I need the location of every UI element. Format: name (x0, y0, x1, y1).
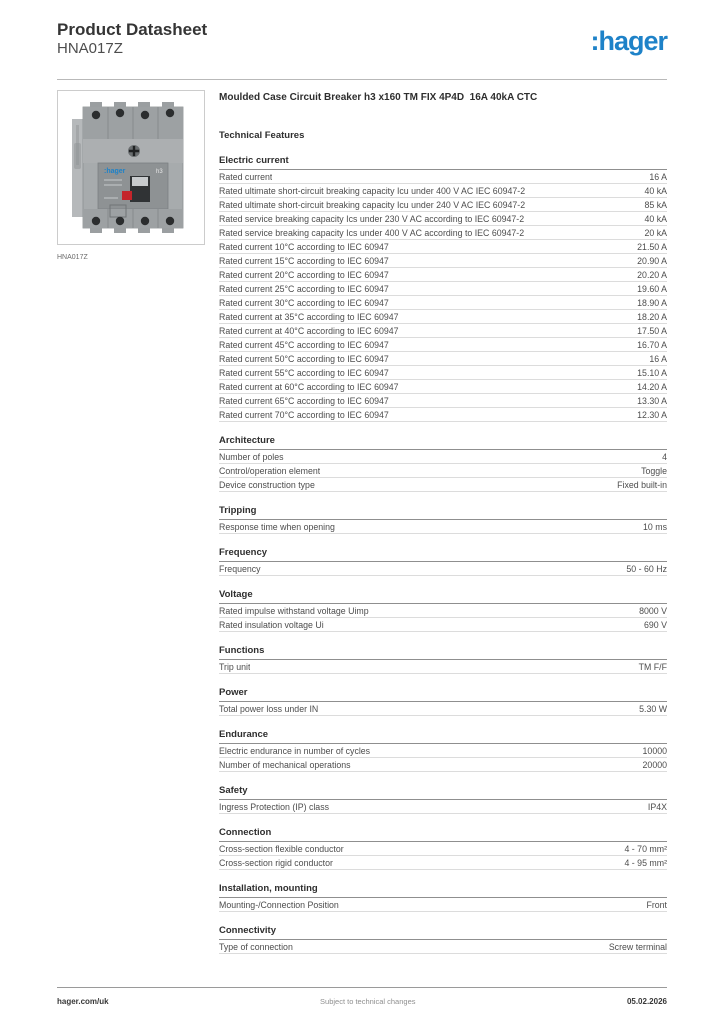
spec-section (219, 925, 667, 954)
spec-label: Rated current 15°C according to IEC 60947 (219, 255, 389, 266)
spec-row (219, 562, 667, 576)
spec-row (219, 170, 667, 184)
spec-section (219, 589, 667, 632)
spec-label: Number of poles (219, 451, 284, 462)
spec-section (219, 435, 667, 492)
spec-label: Rated current 30°C according to IEC 60947 (219, 297, 389, 308)
spec-row (219, 310, 667, 324)
section-title: Architecture (219, 435, 667, 450)
spec-label: Ingress Protection (IP) class (219, 801, 329, 812)
spec-label: Rated current 70°C according to IEC 60947 (219, 409, 389, 420)
spec-row (219, 660, 667, 674)
spec-label: Rated current 55°C according to IEC 60947 (219, 367, 389, 378)
svg-text:h3: h3 (156, 169, 163, 175)
circuit-breaker-image (70, 99, 192, 236)
spec-label: Rated current 10°C according to IEC 60947 (219, 241, 389, 252)
spec-label: Rated current 20°C according to IEC 60947 (219, 269, 389, 280)
spec-section (219, 155, 667, 422)
spec-value: 13.30 A (637, 395, 667, 406)
spec-section (219, 645, 667, 674)
spec-row (219, 604, 667, 618)
spec-value: 20 kA (644, 227, 667, 238)
spec-value: Toggle (641, 465, 667, 476)
spec-label: Rated impulse withstand voltage Uimp (219, 605, 369, 616)
section-title: Installation, mounting (219, 883, 667, 898)
spec-row (219, 240, 667, 254)
section-title: Endurance (219, 729, 667, 744)
spec-value: 16 A (649, 353, 667, 364)
spec-value: 690 V (644, 619, 667, 630)
spec-section (219, 785, 667, 814)
spec-value: IP4X (647, 801, 667, 812)
spec-row (219, 800, 667, 814)
spec-label: Frequency (219, 563, 261, 574)
content-columns (57, 90, 667, 954)
spec-label: Type of connection (219, 941, 293, 952)
spec-label: Response time when opening (219, 521, 335, 532)
document-title: Product Datasheet (57, 20, 208, 39)
spec-row (219, 898, 667, 912)
header-divider (57, 79, 667, 80)
spec-value: 12.30 A (637, 409, 667, 420)
section-title: Voltage (219, 589, 667, 604)
section-title: Tripping (219, 505, 667, 520)
spec-label: Mounting-/Connection Position (219, 899, 339, 910)
footer-website: hager.com/uk (57, 997, 109, 1006)
spec-label: Cross-section flexible conductor (219, 843, 344, 854)
spec-label: Rated current 50°C according to IEC 60947 (219, 353, 389, 364)
hager-logo: :hager (590, 26, 667, 56)
spec-row (219, 380, 667, 394)
spec-label: Electric endurance in number of cycles (219, 745, 371, 756)
spec-row (219, 338, 667, 352)
spec-row (219, 940, 667, 954)
spec-value: 8000 V (639, 605, 667, 616)
spec-row (219, 478, 667, 492)
spec-value: 4 (662, 451, 667, 462)
spec-label: Total power loss under IN (219, 703, 319, 714)
product-image-column (57, 90, 205, 954)
spec-label: Control/operation element (219, 465, 321, 476)
page-footer (57, 987, 667, 1006)
spec-section (219, 827, 667, 870)
spec-row (219, 464, 667, 478)
spec-label: Number of mechanical operations (219, 759, 351, 770)
spec-value: 20.20 A (637, 269, 667, 280)
spec-row (219, 254, 667, 268)
spec-value: 85 kA (644, 199, 667, 210)
spec-section (219, 883, 667, 912)
spec-label: Rated service breaking capacity Ics under 400 V AC according to IEC 60947-2 (219, 227, 525, 238)
spec-value: 15.10 A (637, 367, 667, 378)
section-title: Electric current (219, 155, 667, 170)
spec-row (219, 842, 667, 856)
spec-section (219, 505, 667, 534)
spec-row (219, 618, 667, 632)
spec-section (219, 687, 667, 716)
spec-row (219, 394, 667, 408)
spec-value: 4 - 70 mm² (624, 843, 667, 854)
spec-row (219, 324, 667, 338)
spec-row (219, 212, 667, 226)
spec-label: Rated insulation voltage Ui (219, 619, 324, 630)
technical-features-heading: Technical Features (219, 130, 305, 141)
spec-row (219, 198, 667, 212)
spec-value: 21.50 A (637, 241, 667, 252)
product-image-caption: HNA017Z (57, 254, 88, 261)
spec-value: 20.90 A (637, 255, 667, 266)
spec-label: Rated service breaking capacity Ics under 230 V AC according to IEC 60947-2 (219, 213, 525, 224)
spec-row (219, 702, 667, 716)
spec-sections (219, 155, 667, 954)
section-title: Safety (219, 785, 667, 800)
spec-section (219, 547, 667, 576)
spec-row (219, 296, 667, 310)
spec-value: 14.20 A (637, 381, 667, 392)
spec-value: TM F/F (638, 661, 667, 672)
spec-value: 40 kA (644, 185, 667, 196)
spec-row (219, 520, 667, 534)
spec-row (219, 450, 667, 464)
spec-label: Device construction type (219, 479, 315, 490)
footer-date: 05.02.2026 (626, 997, 667, 1006)
spec-label: Rated current at 35°C according to IEC 60947 (219, 311, 399, 322)
spec-row (219, 408, 667, 422)
spec-label: Trip unit (219, 661, 251, 672)
spec-value: Fixed built-in (617, 479, 667, 490)
spec-row (219, 226, 667, 240)
spec-value: 10000 (642, 745, 667, 756)
spec-label: Rated current at 60°C according to IEC 60947 (219, 381, 399, 392)
spec-value: 18.20 A (637, 311, 667, 322)
spec-value: 10 ms (643, 521, 667, 532)
spec-label: Rated ultimate short-circuit breaking capacity Icu under 400 V AC IEC 60947-2 (219, 185, 526, 196)
section-title: Power (219, 687, 667, 702)
page-header (57, 20, 667, 59)
spec-section (219, 729, 667, 772)
spec-value: 5.30 W (639, 703, 667, 714)
spec-row (219, 184, 667, 198)
header-title-block (57, 20, 207, 59)
spec-value: 4 - 95 mm² (624, 857, 667, 868)
spec-label: Rated ultimate short-circuit breaking capacity Icu under 240 V AC IEC 60947-2 (219, 199, 526, 210)
spec-row (219, 282, 667, 296)
spec-label: Rated current (219, 171, 273, 182)
spec-label: Rated current at 40°C according to IEC 60947 (219, 325, 399, 336)
section-title: Connection (219, 827, 667, 842)
spec-value: 16 A (649, 171, 667, 182)
footer-note: Subject to technical changes (320, 997, 416, 1006)
spec-value: 40 kA (644, 213, 667, 224)
spec-value: Front (646, 899, 667, 910)
section-title: Frequency (219, 547, 667, 562)
spec-row (219, 268, 667, 282)
spec-row (219, 744, 667, 758)
spec-value: Screw terminal (608, 941, 667, 952)
product-title: Moulded Case Circuit Breaker h3 x160 TM FIX 4P4D 16A 40kA CTC (219, 92, 538, 103)
spec-label: Rated current 45°C according to IEC 60947 (219, 339, 389, 350)
spec-row (219, 366, 667, 380)
specs-column (219, 90, 667, 954)
section-title: Functions (219, 645, 667, 660)
spec-value: 50 - 60 Hz (626, 563, 667, 574)
spec-label: Cross-section rigid conductor (219, 857, 333, 868)
spec-value: 20000 (642, 759, 667, 770)
spec-value: 19.60 A (637, 283, 667, 294)
spec-row (219, 758, 667, 772)
spec-value: 18.90 A (637, 297, 667, 308)
product-image-frame (57, 90, 205, 245)
spec-row (219, 352, 667, 366)
spec-value: 16.70 A (637, 339, 667, 350)
spec-value: 17.50 A (637, 325, 667, 336)
product-reference: HNA017Z (57, 40, 123, 58)
section-title: Connectivity (219, 925, 667, 940)
svg-text::hager: :hager (104, 168, 126, 175)
spec-label: Rated current 65°C according to IEC 60947 (219, 395, 389, 406)
spec-row (219, 856, 667, 870)
spec-label: Rated current 25°C according to IEC 60947 (219, 283, 389, 294)
